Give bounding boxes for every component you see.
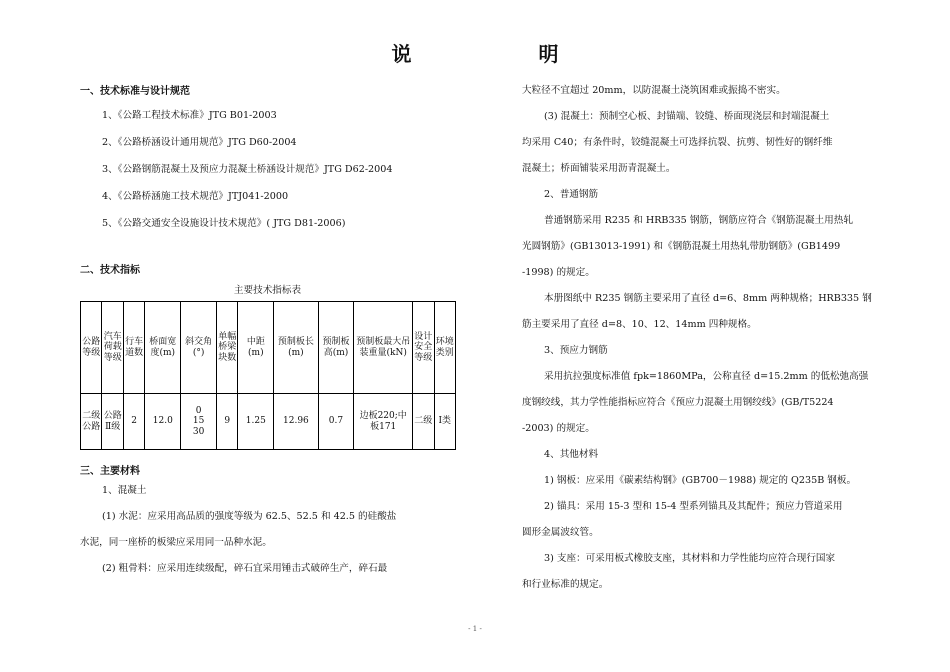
table-cell: 二级公路 — [81, 394, 102, 450]
table-header-row — [81, 302, 456, 394]
right-column — [522, 78, 884, 598]
paragraph: 3) 支座：可采用板式橡胶支座，其材料和力学性能均应符合现行国家 — [544, 553, 836, 564]
paragraph: 水泥，同一座桥的板梁应采用同一品种水泥。 — [80, 537, 272, 548]
paragraph: (1) 水泥：应采用高品质的强度等级为 62.5、52.5 和 42.5 的硅酸盐 — [102, 511, 397, 522]
paragraph: 本册图纸中 R235 钢筋主要采用了直径 d=6、8mm 两种规格；HRB335 钢 — [544, 293, 872, 304]
paragraph: 圆形金属波纹管。 — [522, 527, 599, 538]
header-cell: 环境类别 — [434, 302, 456, 394]
table-cell: 9 — [216, 394, 237, 450]
subheading: 3、预应力钢筋 — [544, 345, 608, 356]
table-cell: 1.25 — [238, 394, 274, 450]
section-heading-standards: 一、技术标准与设计规范 — [80, 86, 190, 97]
page-title: 说 明 — [391, 42, 619, 66]
header-cell: 预制板长(m) — [274, 302, 318, 394]
standard-item: 4、《公路桥涵施工技术规范》JTJ041-2000 — [102, 191, 289, 202]
paragraph: 筋主要采用了直径 d=8、10、12、14mm 四种规格。 — [522, 319, 757, 330]
header-cell: 斜交角(°) — [181, 302, 217, 394]
paragraph: 混凝土；桥面铺装采用沥青混凝土。 — [522, 163, 676, 174]
paragraph: 1、混凝土 — [102, 485, 147, 496]
paragraph: 度钢绞线，其力学性能指标应符合《预应力混凝土用钢绞线》(GB/T5224 — [522, 397, 834, 408]
standard-item: 3、《公路钢筋混凝土及预应力混凝土桥涵设计规范》JTG D62-2004 — [102, 164, 393, 175]
standard-item: 2、《公路桥涵设计通用规范》JTG D60-2004 — [102, 137, 297, 148]
table-cell: 二级 — [413, 394, 434, 450]
header-cell: 设计安全等级 — [413, 302, 434, 394]
header-cell: 公路等级 — [81, 302, 102, 394]
header-cell: 预制板高(m) — [318, 302, 354, 394]
table-cell: 12.0 — [145, 394, 181, 450]
standards-list — [80, 110, 455, 245]
page-number: - 1 - — [468, 625, 482, 633]
subheading: 2、普通钢筋 — [544, 189, 599, 200]
header-cell: 中距(m) — [238, 302, 274, 394]
table-cell: 公路Ⅱ级 — [102, 394, 123, 450]
header-cell: 汽车荷载等级 — [102, 302, 123, 394]
header-cell: 预制板最大吊装重量(kN) — [354, 302, 413, 394]
table-cell: 边板220;中板171 — [354, 394, 413, 450]
spec-table — [80, 301, 456, 450]
paragraph: 普通钢筋采用 R235 和 HRB335 钢筋，钢筋应符合《钢筋混凝土用热轧 — [544, 215, 853, 226]
paragraph: 均采用 C40；有条件时，铰缝混凝土可选择抗裂、抗剪、韧性好的钢纤维 — [522, 137, 833, 148]
paragraph: 光圆钢筋》(GB13013-1991) 和《钢筋混凝土用热轧带肋钢筋》(GB1499 — [522, 241, 841, 252]
standard-item: 5、《公路交通安全设施设计技术规范》( JTG D81-2006) — [102, 218, 346, 229]
left-column — [80, 78, 455, 582]
paragraph: (3) 混凝土：预制空心板、封锚端、铰缝、桥面现浇层和封端混凝土 — [544, 111, 830, 122]
table-cell: 0 15 30 — [181, 394, 217, 450]
paragraph: 大粒径不宜超过 20mm，以防混凝土浇筑困难或振捣不密实。 — [522, 85, 786, 96]
table-caption: 主要技术指标表 — [233, 285, 302, 296]
section-heading-indicators: 二、技术指标 — [80, 265, 140, 276]
header-cell: 桥面宽度(m) — [145, 302, 181, 394]
paragraph: -1998) 的规定。 — [522, 267, 595, 278]
standard-item: 1、《公路工程技术标准》JTG B01-2003 — [102, 110, 277, 121]
paragraph: 2) 锚具：采用 15-3 型和 15-4 型系列锚具及其配件；预应力管道采用 — [544, 501, 843, 512]
paragraph: 1) 钢板：应采用《碳素结构钢》(GB700－1988) 规定的 Q235B 钢板。 — [544, 475, 857, 486]
paragraph: 和行业标准的规定。 — [522, 579, 609, 590]
paragraph: (2) 粗骨料：应采用连续级配，碎石宜采用锤击式破碎生产，碎石最 — [102, 563, 388, 574]
table-cell: 2 — [123, 394, 144, 450]
table-cell: Ⅰ类 — [434, 394, 456, 450]
header-cell: 行车道数 — [123, 302, 144, 394]
table-cell: 0.7 — [318, 394, 354, 450]
section-heading-materials: 三、主要材料 — [80, 466, 140, 477]
header-cell: 单幅桥梁块数 — [216, 302, 237, 394]
subheading: 4、其他材料 — [544, 449, 599, 460]
paragraph: -2003) 的规定。 — [522, 423, 595, 434]
paragraph: 采用抗拉强度标准值 fpk=1860MPa，公称直径 d=15.2mm 的低松弛高强 — [544, 371, 869, 382]
table-cell: 12.96 — [274, 394, 318, 450]
table-row — [81, 394, 456, 450]
